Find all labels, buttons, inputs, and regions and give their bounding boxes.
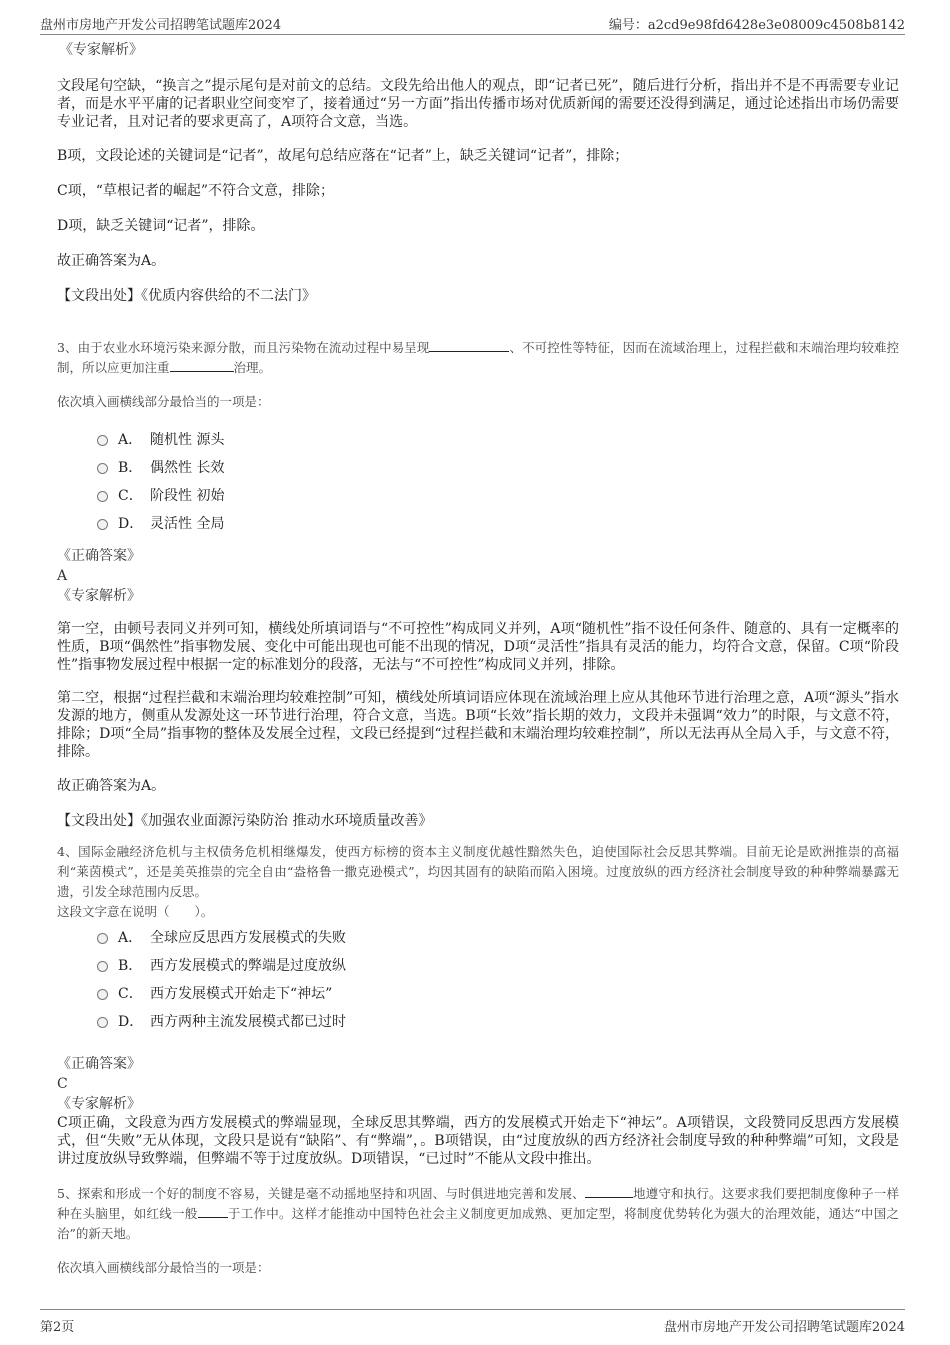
q2-analysis-label: 《专家解析》 <box>59 42 143 58</box>
radio-button-icon[interactable] <box>97 435 108 446</box>
q3-blank-2 <box>170 358 234 372</box>
q4-answer-label: 《正确答案》 <box>57 1056 141 1072</box>
q2-analysis-p2: B项，文段论述的关键词是“记者”，故尾句总结应落在“记者”上，缺乏关键词“记者”，排除； <box>57 148 629 164</box>
page-footer <box>40 1309 905 1334</box>
q4-answer: C <box>57 1076 68 1092</box>
q3-option-a[interactable]: A． 随机性 源头 <box>97 426 899 454</box>
q3-analysis-p3: 故正确答案为A。 <box>57 778 166 794</box>
q3-answer: A <box>57 568 68 584</box>
q4-option-c[interactable]: C． 西方发展模式开始走下“神坛” <box>97 980 899 1008</box>
q5-blank-1 <box>585 1184 633 1198</box>
q3-analysis-label: 《专家解析》 <box>57 588 141 604</box>
header-title: 盘州市房地产开发公司招聘笔试题库2024 <box>40 18 282 33</box>
q5-blank-2 <box>198 1204 228 1218</box>
q2-analysis-p4: D项，缺乏关键词“记者”，排除。 <box>57 218 265 234</box>
q3-option-b[interactable]: B． 偶然性 长效 <box>97 454 899 482</box>
q5-prompt: 依次填入画横线部分最恰当的一项是： <box>57 1260 270 1275</box>
q3-blank-1 <box>429 338 509 352</box>
q2-source: 【文段出处】《优质内容供给的不二法门》 <box>57 288 316 304</box>
q3-option-c[interactable]: C． 阶段性 初始 <box>97 482 899 510</box>
q3-option-d[interactable]: D． 灵活性 全局 <box>97 510 899 538</box>
q2-analysis-p1: 文段尾句空缺，“换言之”提示尾句是对前文的总结。文段先给出他人的观点，即“记者已死”，随后进行分析，指出并不是不再需要专业记者，而是水平平庸的记者职业空间变窄了，接着通过“另一方面”指出传播市场对优质新闻的需要还没得到满足，通过论述指出市场仍需要专业记者，且对记者的要求更高了，A项符合文意，当选。 <box>57 78 899 130</box>
footer-title: 盘州市房地产开发公司招聘笔试题库2024 <box>663 1320 905 1335</box>
q4-options <box>97 924 899 1036</box>
q3-source: 【文段出处】《加强农业面源污染防治 推动水环境质量改善》 <box>57 813 433 829</box>
q3-analysis-p1: 第一空，由顿号表同义并列可知，横线处所填词语与“不可控性”构成同义并列，A项“随机性”指不设任何条件、随意的、具有一定概率的性质，B项“偶然性”指事物发展、变化中可能出现也可能不出现的情况，D项“灵活性”指具有灵活的能力，均符合文意，保留。C项“阶段性”指事物发展过程中根据一定的标准划分的段落，无法与“不可控性”构成同义并列，排除。 <box>57 621 899 673</box>
q4-stem: 4、国际金融经济危机与主权债务危机相继爆发，使西方标榜的资本主义制度优越性黯然失色，迫使国际社会反思其弊端。目前无论是欧洲推崇的高福利“莱茵模式”，还是美英推崇的完全自由“盎格鲁一撒克逊模式”，均因其固有的缺陷而陷入困境。过度放纵的西方经济社会制度导致的种种弊端暴露无遗，引发全球范围内反思。 <box>57 844 899 899</box>
q4-prompt: 这段文字意在说明（ ）。 <box>57 904 214 919</box>
q2-analysis-p5: 故正确答案为A。 <box>57 253 166 269</box>
q3-answer-label: 《正确答案》 <box>57 548 141 564</box>
page-content <box>57 40 899 1278</box>
q3-options <box>97 426 899 538</box>
radio-button-icon[interactable] <box>97 491 108 502</box>
radio-button-icon[interactable] <box>97 989 108 1000</box>
page-number: 第2页 <box>40 1320 75 1335</box>
q4-analysis-label: 《专家解析》 <box>57 1096 141 1112</box>
q4-option-b[interactable]: B． 西方发展模式的弊端是过度放纵 <box>97 952 899 980</box>
q4-analysis: C项正确，文段意为西方发展模式的弊端显现，全球反思其弊端，西方的发展模式开始走下“神坛”。A项错误，文段赞同反思西方发展模式，但“失败”无从体现，文段只是说有“缺陷”、有“弊端”，。B项错误，由“过度放纵的西方经济社会制度导致的种种弊端”可知，文段是讲过度放纵导致弊端，但弊端不等于过度放纵。D项错误，“已过时”不能从文段中推出。 <box>57 1115 899 1167</box>
document-code: 编号：a2cd9e98fd6428e3e08009c4508b8142 <box>608 18 905 33</box>
q3-prompt: 依次填入画横线部分最恰当的一项是： <box>57 394 270 409</box>
page-header <box>40 10 905 35</box>
radio-button-icon[interactable] <box>97 933 108 944</box>
radio-button-icon[interactable] <box>97 519 108 530</box>
q3-stem: 3、由于农业水环境污染来源分散，而且污染物在流动过程中易呈现 、不可控性等特征，因而在流域治理上，过程拦截和末端治理均较难控制，所以应更加注重 治理。 <box>57 340 899 375</box>
q3-analysis-p2: 第二空，根据“过程拦截和末端治理均较难控制”可知，横线处所填词语应体现在流域治理上应从其他环节进行治理之意，A项“源头”指水发源的地方，侧重从发源处这一环节进行治理，符合文意，当选。B项“长效”指长期的效力，文段并未强调“效力”的时限，与文意不符，排除；D项“全局”指事物的整体及发展全过程，文段已经提到“过程拦截和末端治理均较难控制”，所以无法再从全局入手，与文意不符，排除。 <box>57 690 899 760</box>
q2-analysis-p3: C项，“草根记者的崛起”不符合文意，排除； <box>57 183 335 199</box>
q5-stem: 5、探索和形成一个好的制度不容易，关键是毫不动摇地坚持和巩固、与时俱进地完善和发展、 地遵守和执行。这要求我们要把制度像种子一样种在头脑里，如红线一般 于工作中。这样才能推动中国特色社会主义制度更加成熟、更加定型，将制度优势转化为强大的治理效能，通达“中国之治”的新天地。 <box>57 1186 899 1241</box>
radio-button-icon[interactable] <box>97 1017 108 1028</box>
q4-option-d[interactable]: D． 西方两种主流发展模式都已过时 <box>97 1008 899 1036</box>
radio-button-icon[interactable] <box>97 961 108 972</box>
q4-option-a[interactable]: A． 全球应反思西方发展模式的失败 <box>97 924 899 952</box>
radio-button-icon[interactable] <box>97 463 108 474</box>
